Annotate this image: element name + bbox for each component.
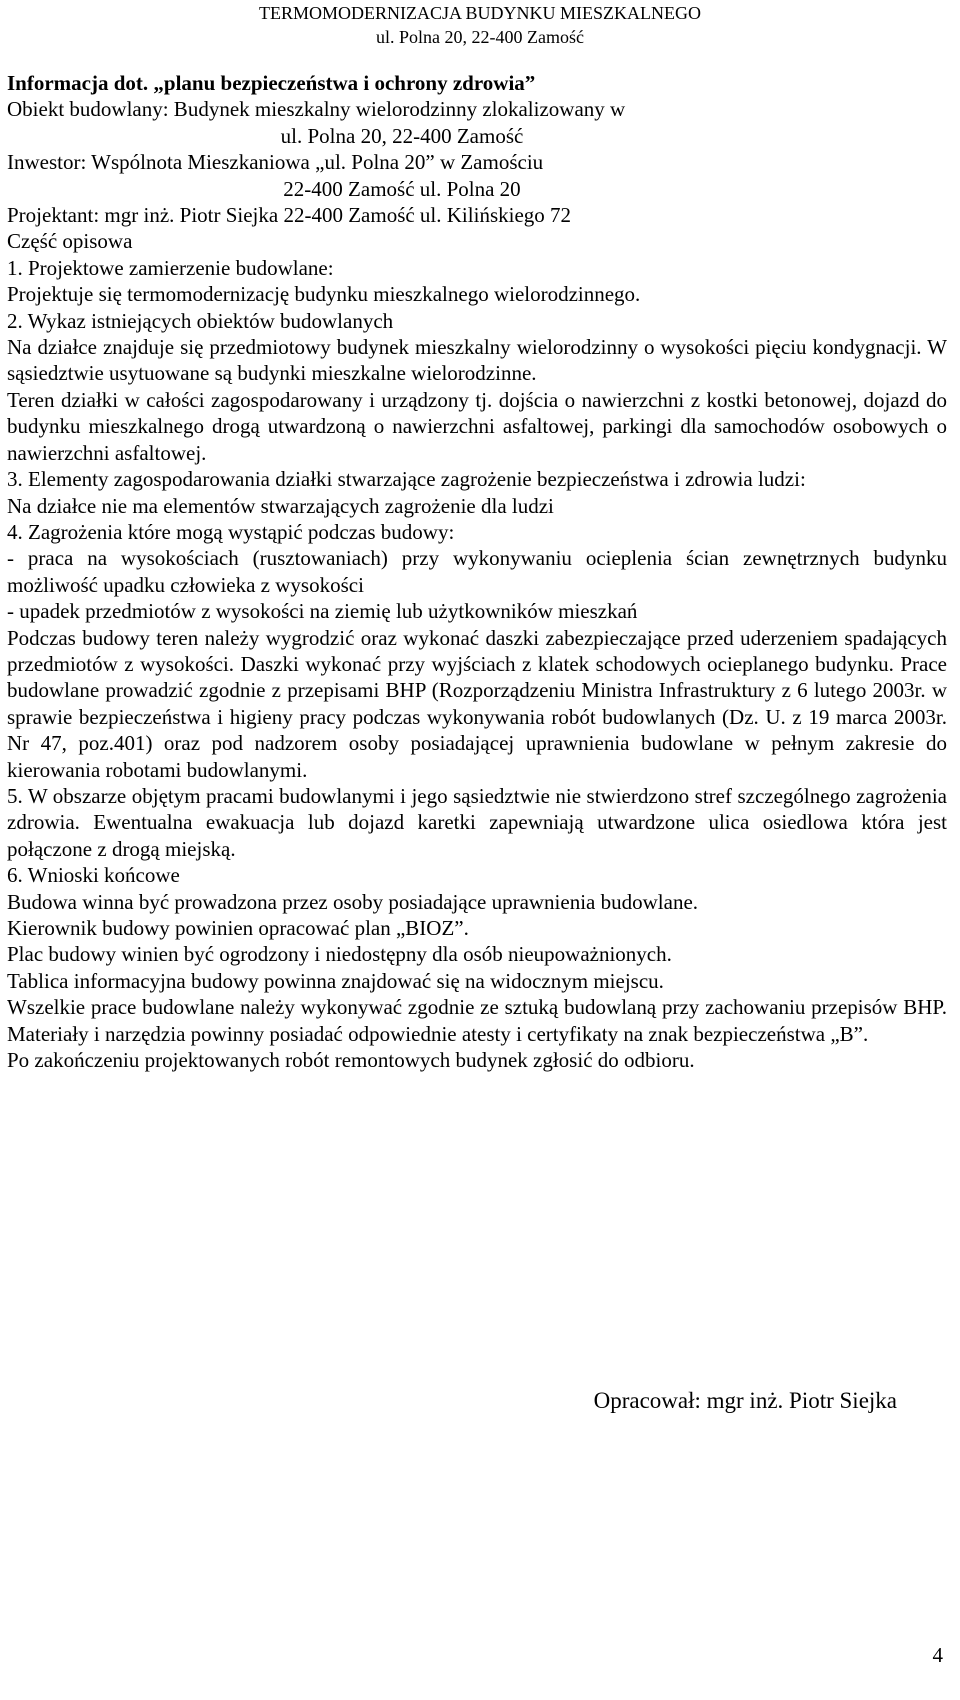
author-signature: Opracował: mgr inż. Piotr Siejka — [593, 1388, 897, 1413]
object-line-1: Obiekt budowlany: Budynek mieszkalny wielorodzinny zlokalizowany w — [7, 97, 626, 122]
section-2-heading: 2. Wykaz istniejących obiektów budowlanych — [7, 308, 394, 333]
section-6-paragraph-5: Wszelkie prace budowlane należy wykonywać zgodnie ze sztuką budowlaną przy zachowaniu przepisów BHP. Materiały i narzędzia powinny posiadać odpowiednie atesty i certyfikaty na znak bezpieczeństwa „B”. — [7, 995, 947, 1046]
section-2-paragraph-1: Na działce znajduje się przedmiotowy budynek mieszkalny wielorodzinny o wysokości pięciu kondygnacji. W sąsiedztwie usytuowane są budynki mieszkalne wielorodzinne. — [7, 335, 947, 386]
section-6-paragraph-1: Budowa winna być prowadzona przez osoby posiadające uprawnienia budowlane. — [7, 889, 699, 914]
section-3-heading: 3. Elementy zagospodarowania działki stwarzające zagrożenie bezpieczeństwa i zdrowia ludzi: — [7, 467, 806, 492]
page-header — [0, 1, 960, 49]
section-1-paragraph-1: Projektuje się termomodernizację budynku mieszkalnego wielorodzinnego. — [7, 282, 641, 307]
section-4-heading: 4. Zagrożenia które mogą wystąpić podczas budowy: — [7, 519, 455, 544]
section-6-paragraph-4: Tablica informacyjna budowy powinna znajdować się na widocznym miejscu. — [7, 968, 664, 993]
object-line-2: ul. Polna 20, 22-400 Zamość — [280, 123, 524, 148]
page-number: 4 — [932, 1643, 943, 1667]
section-6-paragraph-2: Kierownik budowy powinien opracować plan „BIOZ”. — [7, 916, 469, 940]
header-title: TERMOMODERNIZACJA BUDYNKU MIESZKALNEGO — [259, 3, 701, 23]
section-6-heading: 6. Wnioski końcowe — [7, 863, 180, 888]
document-body — [7, 70, 947, 1073]
section-4-paragraph-3: Podczas budowy teren należy wygrodzić oraz wykonać daszki zabezpieczające przed uderzeniem spadających przedmiotów z wysokości. Daszki wykonać przy wyjściach z klatek schodowych ocieplanego budynku. Prace budowlane prowadzić zgodnie z przepisami BHP (Rozporządzeniu Ministra Infrastruktury z 6 lutego 2003r. w sprawie bezpieczeństwa i higieny pracy podczas wykonywania robót budowlanych (Dz. U. z 19 marca 2003r. Nr 47, poz.401) oraz pod nadzorem osoby posiadającej uprawnienia budowlane w pełnym zakresie do kierowania robotami budowlanymi. — [7, 625, 947, 782]
section-1-heading: 1. Projektowe zamierzenie budowlane: — [7, 255, 334, 280]
investor-line-2: 22-400 Zamość ul. Polna 20 — [283, 176, 521, 201]
designer-line: Projektant: mgr inż. Piotr Siejka 22-400 Zamość ul. Kilińskiego 72 — [7, 203, 572, 228]
section-3-paragraph-1: Na działce nie ma elementów stwarzających zagrożenie dla ludzi — [7, 493, 554, 518]
section-4-paragraph-2: - upadek przedmiotów z wysokości na ziemię lub użytkowników mieszkań — [7, 599, 638, 624]
header-address: ul. Polna 20, 22-400 Zamość — [376, 27, 584, 47]
part-label: Część opisowa — [7, 229, 133, 254]
section-5-heading: 5. W obszarze objętym pracami budowlanymi i jego sąsiedztwie nie stwierdzono stref szczególnego zagrożenia zdrowia. Ewentualna ewakuacja lub dojazd karetki zapewniają utwardzone ulica osiedlowa która jest połączone z drogą miejską. — [7, 783, 947, 861]
section-4-paragraph-1: - praca na wysokościach (rusztowaniach) przy wykonywaniu ocieplenia ścian zewnętrznych budynku możliwość upadku człowieka z wysokości — [7, 546, 947, 597]
investor-line-1: Inwestor: Wspólnota Mieszkaniowa „ul. Polna 20” w Zamościu — [7, 150, 544, 175]
section-2-paragraph-2: Teren działki w całości zagospodarowany i urządzony tj. dojścia o nawierzchni z kostki betonowej, dojazd do budynku mieszkalnego drogą utwardzoną o nawierzchni asfaltowej, parkingi dla samochodów osobowych o nawierzchni asfaltowej. — [7, 387, 947, 465]
document-title: Informacja dot. „planu bezpieczeństwa i ochrony zdrowia” — [7, 71, 536, 95]
section-6-paragraph-3: Plac budowy winien być ogrodzony i niedostępny dla osób nieupoważnionych. — [7, 942, 672, 967]
section-6-paragraph-6: Po zakończeniu projektowanych robót remontowych budynek zgłosić do odbioru. — [7, 1048, 695, 1073]
